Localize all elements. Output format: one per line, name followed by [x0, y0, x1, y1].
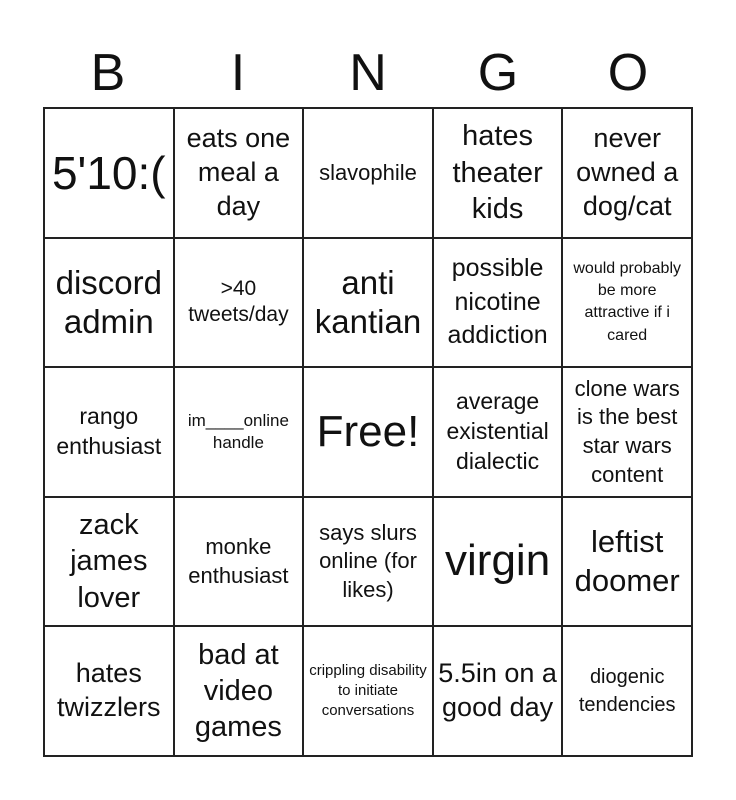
bingo-cell[interactable] — [562, 367, 692, 497]
cell-text: eats one meal a day — [186, 123, 291, 221]
cell-text: discord admin — [55, 263, 162, 341]
cell-text: hates twizzlers — [57, 658, 161, 723]
bingo-cell[interactable] — [174, 108, 304, 238]
bingo-cell[interactable] — [303, 497, 433, 627]
cell-text: anti kantian — [314, 263, 422, 341]
cell-text: clone wars is the best star wars content — [574, 375, 680, 487]
cell-text: im____online handle — [187, 410, 289, 452]
bingo-board — [43, 107, 693, 757]
bingo-cell[interactable] — [174, 497, 304, 627]
cell-text: rango enthusiast — [56, 403, 162, 459]
bingo-cell[interactable] — [433, 367, 563, 497]
cell-text: Free! — [316, 406, 420, 456]
cell-text: would probably be more attractive if i cared — [573, 259, 681, 344]
bingo-cell[interactable] — [174, 626, 304, 756]
bingo-cell[interactable] — [44, 497, 174, 627]
cell-text: possible nicotine addiction — [447, 253, 548, 350]
header-letter-n: N — [349, 44, 387, 102]
cell-text: bad at video games — [194, 638, 282, 744]
bingo-cell[interactable] — [174, 367, 304, 497]
bingo-cell[interactable] — [562, 497, 692, 627]
bingo-cell[interactable] — [433, 238, 563, 368]
bingo-cell[interactable] — [433, 626, 563, 756]
bingo-cell[interactable] — [562, 108, 692, 238]
bingo-cell[interactable] — [44, 626, 174, 756]
cell-text: zack james lover — [70, 509, 148, 614]
cell-text: average existential dialectic — [446, 388, 549, 474]
bingo-cell[interactable] — [174, 238, 304, 368]
cell-text: never owned a dog/cat — [576, 123, 679, 221]
free-space[interactable] — [303, 367, 433, 497]
bingo-cell[interactable] — [433, 497, 563, 627]
header-letter-g: G — [477, 44, 519, 102]
cell-text: diogenic tendencies — [578, 666, 676, 717]
cell-text: virgin — [445, 536, 551, 586]
bingo-cell[interactable] — [44, 367, 174, 497]
bingo-header — [43, 40, 693, 106]
bingo-cell[interactable] — [562, 626, 692, 756]
cell-text: slavophile — [319, 159, 417, 185]
header-letter-o: O — [607, 44, 649, 102]
cell-text: monke enthusiast — [188, 534, 289, 588]
cell-text: crippling disability to initiate conversations — [309, 661, 427, 720]
header-letter-b: B — [90, 44, 126, 102]
cell-text: leftist doomer — [574, 523, 680, 598]
cell-text: 5.5in on a good day — [438, 658, 557, 723]
cell-text: says slurs online (for likes) — [319, 519, 417, 602]
bingo-cell[interactable] — [303, 626, 433, 756]
cell-text: hates theater kids — [452, 120, 543, 225]
cell-text: 5'10:( — [51, 146, 166, 199]
bingo-cell[interactable] — [303, 108, 433, 238]
bingo-cell[interactable] — [44, 108, 174, 238]
bingo-cell[interactable] — [433, 108, 563, 238]
bingo-cell[interactable] — [562, 238, 692, 368]
cell-text: >40 tweets/day — [188, 277, 289, 327]
bingo-cell[interactable] — [44, 238, 174, 368]
header-letter-i: I — [230, 44, 246, 102]
bingo-cell[interactable] — [303, 238, 433, 368]
